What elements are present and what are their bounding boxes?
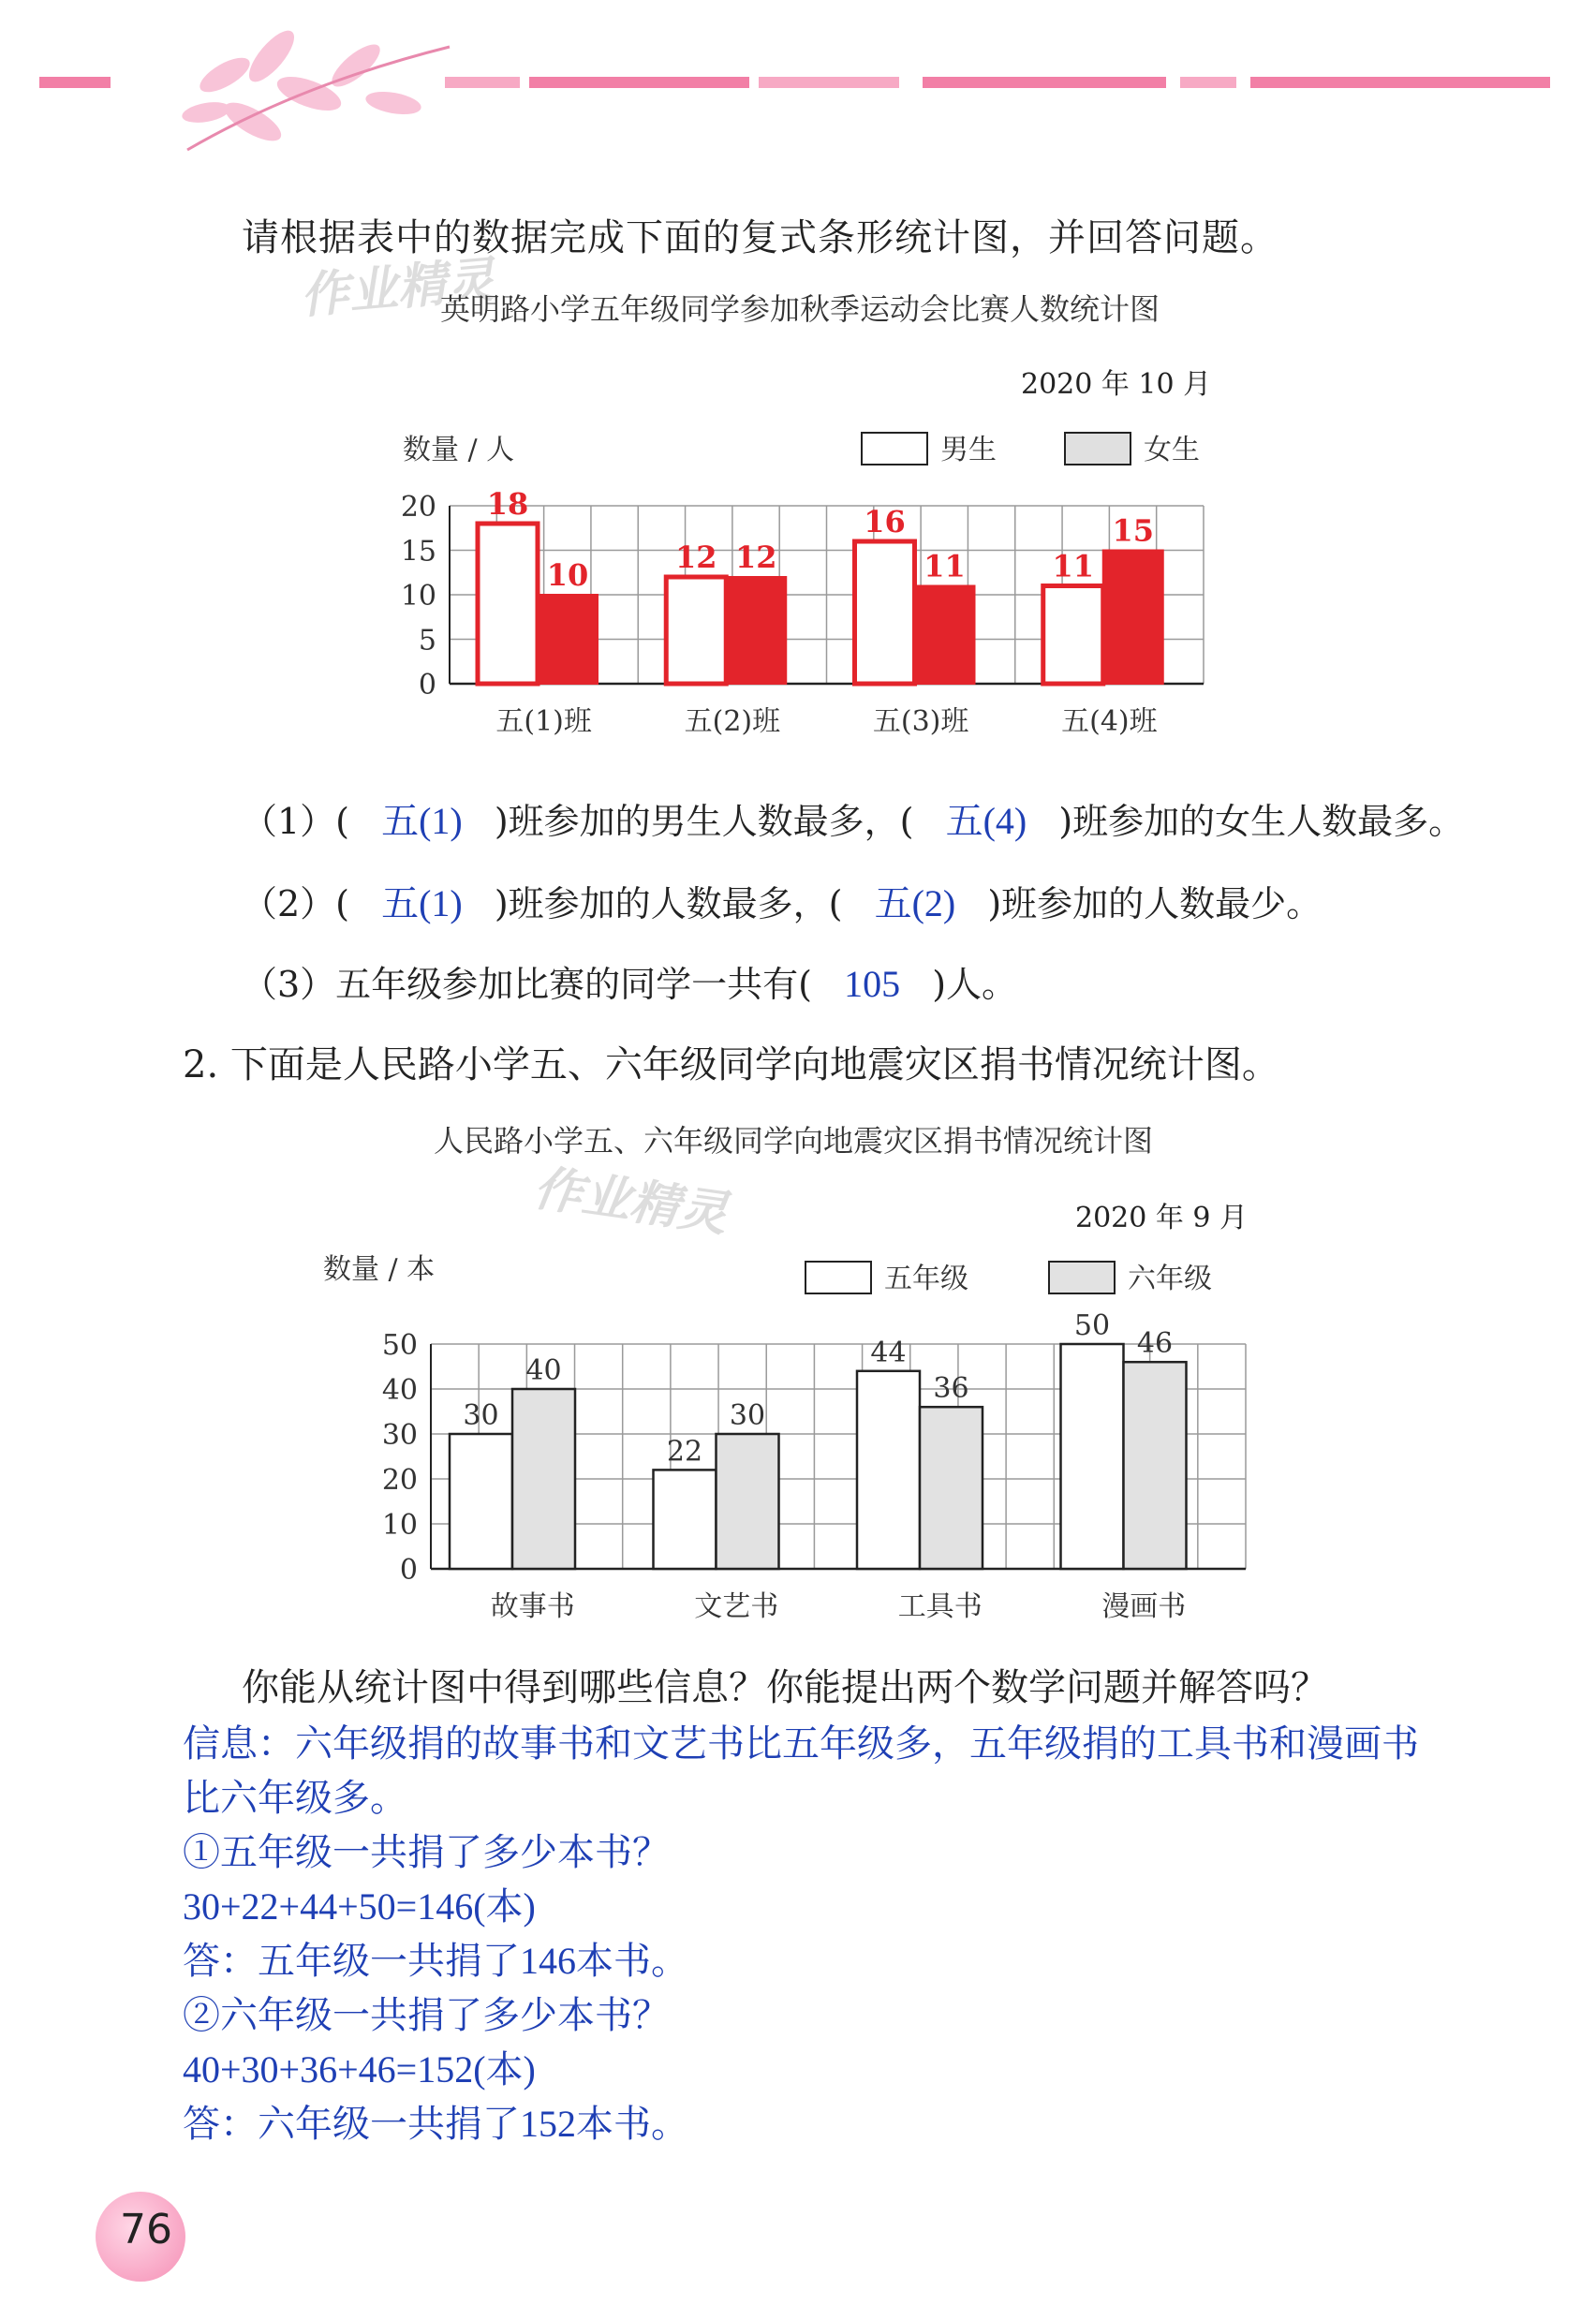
header-stripe [923, 77, 1166, 88]
question-2-text: 你能从统计图中得到哪些信息？你能提出两个数学问题并解答吗？ [242, 1666, 1328, 1709]
header-stripe [1250, 77, 1550, 88]
bar-value-label: 12 [674, 539, 717, 575]
bar-value-label: 22 [666, 1435, 703, 1469]
x-tick-label: 五(4)班 [1061, 705, 1158, 738]
x-tick-label: 五(3)班 [872, 705, 969, 738]
solution-line: 答：六年级一共捐了152本书。 [183, 2103, 688, 2145]
bar [654, 1470, 717, 1569]
question-2-heading: 2. 下面是人民路小学五、六年级同学向地震灾区捐书情况统计图。 [183, 1043, 1279, 1086]
q1-1-mid: )班参加的男生人数最多，( [494, 801, 914, 842]
bar [920, 1407, 983, 1569]
y-tick-label: 0 [418, 669, 436, 702]
q1-3-post: )人。 [932, 964, 1018, 1005]
bar [726, 577, 786, 684]
legend-swatch [1065, 433, 1130, 465]
y-axis-label: 数量 / 人 [403, 434, 515, 466]
solution-line: 比六年级多。 [183, 1777, 407, 1819]
q1-2-mid: )班参加的人数最多，( [494, 883, 843, 924]
q1-2-pre: （2）( [242, 883, 350, 924]
bar-value-label: 12 [734, 539, 777, 575]
x-tick-label: 五(1)班 [495, 705, 592, 738]
x-tick-label: 漫画书 [1101, 1590, 1187, 1623]
x-tick-label: 工具书 [897, 1590, 983, 1623]
bar [1103, 551, 1163, 685]
solution-line: 40+30+36+46=152(本) [183, 2048, 536, 2091]
bar [538, 595, 598, 684]
solution-line: 答：五年级一共捐了146本书。 [183, 1940, 688, 1982]
bar-value-label: 11 [1052, 548, 1095, 584]
bar-value-label: 40 [525, 1354, 562, 1387]
legend-label: 六年级 [1128, 1263, 1212, 1295]
legend-label: 五年级 [884, 1263, 968, 1295]
y-tick-label: 20 [400, 491, 436, 524]
y-tick-label: 15 [400, 535, 436, 569]
y-tick-label: 5 [418, 624, 436, 658]
y-tick-label: 10 [381, 1509, 418, 1542]
bar-value-label: 18 [486, 486, 529, 522]
solution-line: 30+22+44+50=146(本) [183, 1885, 536, 1928]
bar [717, 1434, 779, 1569]
y-tick-label: 10 [400, 580, 436, 613]
question-1-1 [242, 791, 1464, 845]
bar-value-label: 50 [1073, 1309, 1111, 1342]
bar [478, 524, 538, 684]
x-tick-label: 文艺书 [694, 1590, 779, 1623]
y-tick-label: 50 [381, 1329, 418, 1362]
bar-value-label: 46 [1136, 1327, 1174, 1361]
watermark: 作业精灵 [530, 1160, 732, 1244]
bar [1124, 1362, 1187, 1569]
chart2-title: 人民路小学五、六年级同学向地震灾区捐书情况统计图 [434, 1123, 1154, 1159]
y-tick-label: 0 [399, 1554, 418, 1587]
question-1-2 [242, 874, 1322, 927]
q1-3-answer: 105 [844, 963, 901, 1005]
bar-value-label: 30 [463, 1399, 499, 1432]
solution-line: 信息：六年级捐的故事书和文艺书比五年级多，五年级捐的工具书和漫画书 [183, 1722, 1419, 1765]
leaf-decoration-icon [169, 19, 468, 169]
header-stripe [759, 77, 899, 88]
x-tick-label: 五(2)班 [684, 705, 781, 738]
header-stripe [529, 77, 749, 88]
y-axis-label: 数量 / 本 [323, 1253, 436, 1286]
q1-1-pre: （1）( [242, 801, 350, 842]
question-1-3 [242, 955, 1017, 1007]
watermark: 作业精灵 [298, 252, 497, 325]
y-tick-label: 20 [381, 1464, 418, 1497]
bar [1043, 586, 1103, 685]
legend-swatch [862, 433, 927, 465]
solution-line: ①五年级一共捐了多少本书？ [183, 1831, 670, 1873]
y-tick-label: 30 [381, 1419, 418, 1452]
header-stripe [445, 77, 520, 88]
bar-value-label: 44 [870, 1336, 907, 1369]
q1-2-post: )班参加的人数最少。 [987, 883, 1323, 924]
q1-2-answer-a: 五(1) [381, 882, 463, 924]
legend-swatch [1049, 1262, 1115, 1293]
bar [915, 586, 975, 685]
chart2 [309, 1241, 1264, 1634]
legend-swatch [805, 1262, 871, 1293]
header-stripe [1180, 77, 1236, 88]
legend-label: 男生 [940, 434, 997, 466]
bar [666, 577, 726, 684]
bar [1061, 1344, 1124, 1569]
q1-1-answer-b: 五(4) [945, 800, 1027, 842]
chart1-date: 2020 年 10 月 [1021, 368, 1212, 401]
y-tick-label: 40 [381, 1374, 418, 1407]
q1-2-answer-b: 五(2) [874, 882, 956, 924]
chart1-title: 英明路小学五年级同学参加秋季运动会比赛人数统计图 [440, 291, 1160, 327]
bar [450, 1434, 512, 1569]
header-stripe [39, 77, 111, 88]
bar [512, 1389, 575, 1569]
bar [857, 1371, 920, 1569]
bar-value-label: 15 [1112, 512, 1155, 549]
chart2-date: 2020 年 9 月 [1075, 1202, 1249, 1234]
bar-value-label: 10 [546, 557, 589, 593]
q1-1-post: )班参加的女生人数最多。 [1058, 801, 1465, 842]
legend-label: 女生 [1144, 434, 1200, 466]
q1-1-answer-a: 五(1) [381, 800, 463, 842]
chart1 [356, 412, 1255, 749]
bar-value-label: 16 [864, 504, 906, 539]
intro-text: 请根据表中的数据完成下面的复式条形统计图，并回答问题。 [242, 216, 1278, 259]
q1-3-pre: （3）五年级参加比赛的同学一共有( [242, 964, 813, 1005]
page-number: 76 [120, 2206, 172, 2253]
bar-value-label: 11 [924, 548, 966, 584]
bar-value-label: 36 [933, 1372, 969, 1406]
bar-value-label: 30 [729, 1399, 766, 1432]
solution-line: ②六年级一共捐了多少本书？ [183, 1994, 670, 2036]
x-tick-label: 故事书 [490, 1590, 575, 1623]
bar [855, 541, 915, 684]
